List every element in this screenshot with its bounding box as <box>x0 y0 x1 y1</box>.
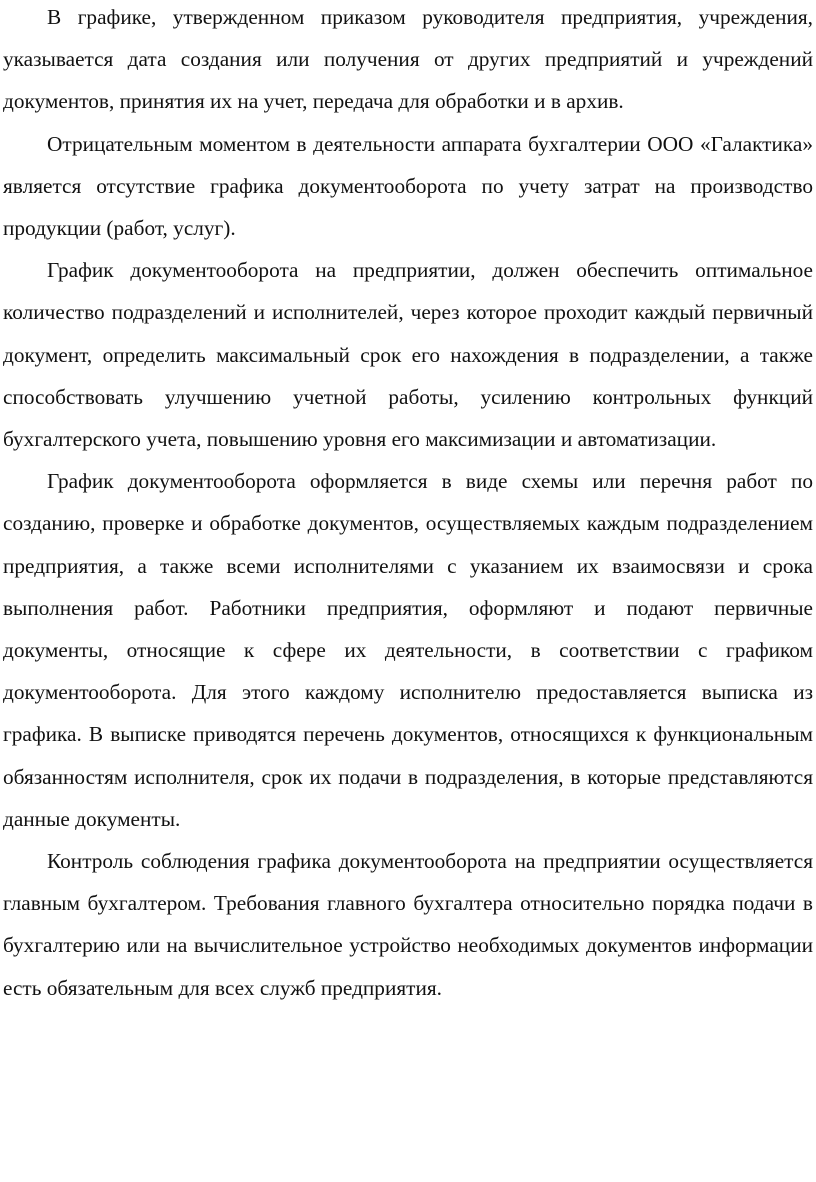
paragraph-schedule-approval: В графике, утвержденном приказом руководителя предприятия, учреждения, указывается дата создания или получения от других предприятий и учреждений документов, принятия их на учет, передача для обработки и в архив. <box>3 5 813 114</box>
paragraph-negative-aspect: Отрицательным моментом в деятельности аппарата бухгалтерии ООО «Галактика» является отсутствие графика документооборота по учету затрат на производство продукции (работ, услуг). <box>3 131 813 241</box>
paragraph-schedule-requirements: График документооборота на предприятии, должен обеспечить оптимальное количество подразделений и исполнителей, через которое проходит каждый первичный документ, определить максимальный срок его нахождения в подразделении, а также способствовать улучшению учетной работы, усилению контрольных функций бухгалтерского учета, повышению уровня его максимизации и автоматизации. <box>3 258 813 452</box>
paragraph-control: Контроль соблюдения графика документооборота на предприятии осуществляется главным бухгалтером. Требования главного бухгалтера относительно порядка подачи в бухгалтерию или на вычислительное устройство необходимых документов информации есть обязательным для всех служб предприятия. <box>3 849 813 1000</box>
paragraph-schedule-format: График документооборота оформляется в виде схемы или перечня работ по созданию, проверке и обработке документов, осуществляемых каждым подразделением предприятия, а также всеми исполнителями с указанием их взаимосвязи и срока выполнения работ. Работники предприятия, оформляют и подают первичные документы, относящие к сфере их деятельности, в соответствии с графиком документооборота. Для этого каждому исполнителю предоставляется выписка из графика. В выписке приводятся перечень документов, относящихся к функциональным обязанностям исполнителя, срок их подачи в подразделения, в которые представляются данные документы. <box>3 469 813 831</box>
